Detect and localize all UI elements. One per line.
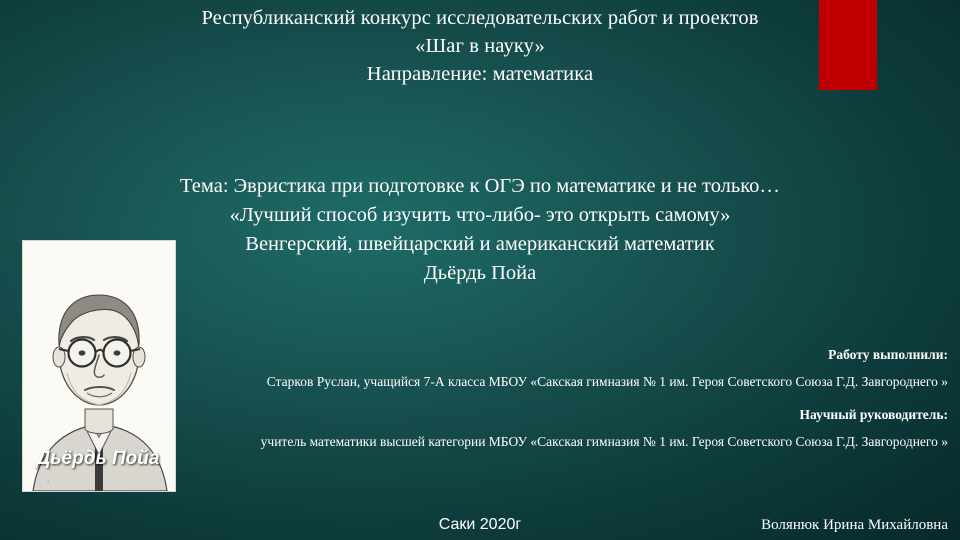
place-year: Саки 2020г	[438, 516, 522, 533]
svg-text:.: .	[47, 474, 50, 484]
performed-by-label: Работу выполнили:	[828, 347, 948, 362]
theme-line-3: Венгерский, швейцарский и американский математик	[245, 233, 715, 256]
slide-header	[0, 4, 960, 88]
student-line: Старков Руслан, учащийся 7-А класса МБОУ «Сакская гимназия № 1 им. Героя Советского Союза Г.Д. Завгороднего »	[266, 374, 948, 390]
header-line-3: Направление: математика	[366, 63, 594, 86]
portrait-caption: Дьёрдь Пойа	[36, 448, 160, 469]
theme-line-2: «Лучший способ изучить что-либо- это открыть самому»	[229, 204, 731, 227]
supervisor-line: учитель математики высшей категории МБОУ «Сакская гимназия № 1 им. Героя Советского Союза Г.Д. Завгороднего »	[260, 433, 948, 449]
theme-line-1: Тема: Эвристика при подготовке к ОГЭ по математике и не только…	[180, 175, 780, 197]
header-line-2: «Шаг в науку»	[415, 35, 545, 58]
theme-line-4: Дьёрдь Пойа	[423, 262, 537, 285]
credits-block	[213, 345, 948, 464]
header-line-1: Республиканский конкурс исследовательских работ и проектов	[201, 7, 759, 29]
supervisor-label: Научный руководитель:	[799, 406, 948, 422]
supervisor-name: Волянюк Ирина Михайловна	[761, 517, 948, 533]
